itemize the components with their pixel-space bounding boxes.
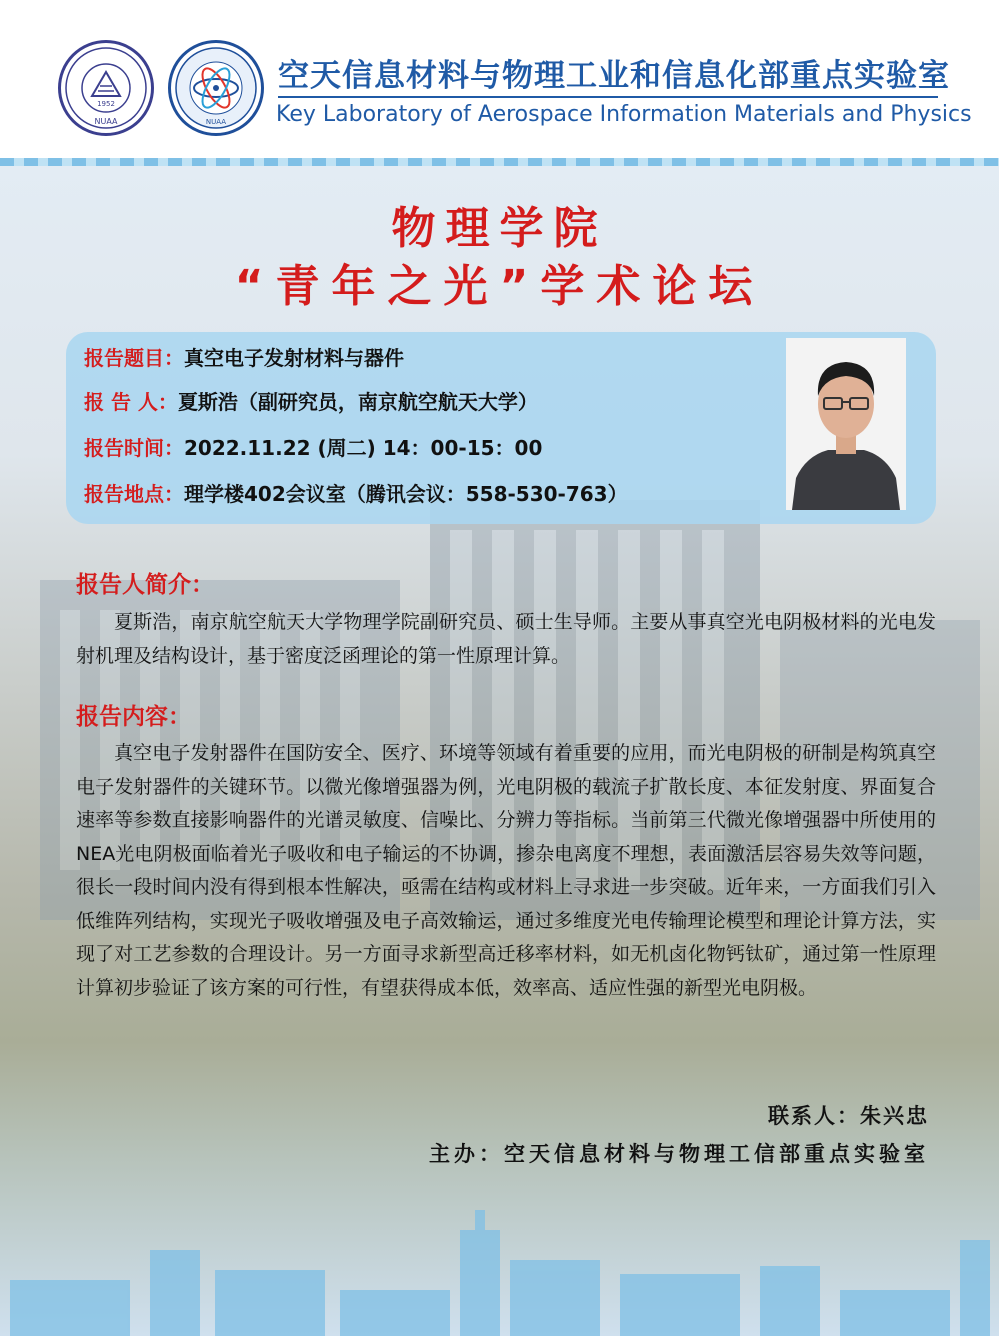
lab-name-cn: 空天信息材料与物理工业和信息化部重点实验室 bbox=[278, 58, 950, 94]
atom-orbit-icon bbox=[172, 44, 260, 132]
logo-nuaa-text: NUAA bbox=[94, 117, 118, 126]
place-label: 报告地点： bbox=[84, 482, 184, 506]
poster-title-forum: “青年之光”学术论坛 bbox=[234, 261, 765, 312]
content-heading: 报告内容： bbox=[76, 704, 191, 730]
skyline-illustration bbox=[0, 1210, 999, 1336]
bio-heading: 报告人简介： bbox=[76, 572, 214, 598]
topic-label: 报告题目： bbox=[84, 346, 184, 370]
poster-title-school: 物理学院 bbox=[391, 203, 608, 254]
content-text: 真空电子发射器件在国防安全、医疗、环境等领域有着重要的应用，而光电阴极的研制是构筑真空电子发射器件的关键环节。以微光像增强器为例，光电阴极的载流子扩散长度、本征发射度、界面复合速率等参数直接影响器件的光谱灵敏度、信噪比、分辨力等指标。当前第三代微光像增强器中所使用的NEA光电阴极面临着光子吸收和电子输运的不协调，掺杂电离度不理想，表面激活层容易失效等问题，很长一段时间内没有得到根本性解决，亟需在结构或材料上寻求进一步突破。近年来，一方面我们引入低维阵列结构，实现光子吸收增强及电子高效输运，通过多维度光电传输理论模型和理论计算方法，实现了对工艺参数的合理设计。另一方面寻求新型高迁移率材料，如无机卤化物钙钛矿，通过第一性原理计算初步验证了该方案的可行性，有望获得成本低，效率高、适应性强的新型光电阴极。 bbox=[76, 742, 936, 999]
lab-name-en: Key Laboratory of Aerospace Information Materials and Physics bbox=[276, 102, 972, 127]
time-row bbox=[84, 432, 542, 461]
time-label: 报告时间： bbox=[84, 436, 184, 460]
logo2-nuaa-text: NUAA bbox=[205, 118, 227, 126]
header-divider bbox=[278, 96, 938, 98]
speaker-photo bbox=[786, 338, 906, 510]
place-row bbox=[84, 478, 628, 507]
lab-logo bbox=[168, 40, 264, 136]
contact-person: 联系人：朱兴忠 bbox=[768, 1103, 929, 1128]
topic-value: 真空电子发射材料与器件 bbox=[184, 346, 404, 370]
nuaa-seal-icon bbox=[62, 44, 150, 132]
header bbox=[0, 0, 999, 160]
speaker-portrait-icon bbox=[786, 338, 906, 510]
place-value: 理学楼402会议室（腾讯会议：558-530-763） bbox=[184, 482, 628, 506]
host-organization: 主办：空天信息材料与物理工信部重点实验室 bbox=[429, 1141, 929, 1166]
time-value: 2022.11.22 (周二) 14：00-15：00 bbox=[184, 436, 543, 460]
decorative-stripe bbox=[0, 158, 999, 166]
nuaa-seal-logo bbox=[58, 40, 154, 136]
speaker-value: 夏斯浩（副研究员，南京航空航天大学） bbox=[177, 390, 538, 414]
topic-row bbox=[84, 342, 404, 371]
bio-text: 夏斯浩，南京航空航天大学物理学院副研究员、硕士生导师。主要从事真空光电阴极材料的光电发射机理及结构设计，基于密度泛函理论的第一性原理计算。 bbox=[76, 611, 936, 667]
speaker-label: 报 告 人： bbox=[84, 390, 178, 414]
speaker-row bbox=[84, 386, 538, 415]
logo-year: 1952 bbox=[97, 100, 115, 108]
